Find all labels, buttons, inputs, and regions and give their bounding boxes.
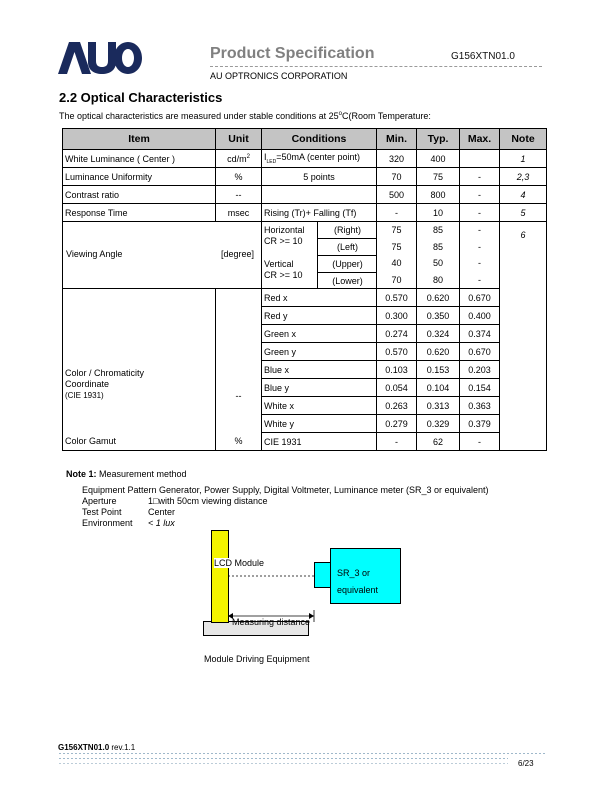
horizontal-label: Horizontal CR >= 10 [264,225,305,246]
typ-cell: 0.620 [417,343,460,361]
viewing-max-cell: - - - - [460,222,500,289]
unit-cell: % [216,433,262,451]
min-cell: 320 [377,150,417,168]
typ-cell: 0.329 [417,415,460,433]
typ-cell: 0.620 [417,289,460,307]
typ-cell: 400 [417,150,460,168]
condition-cell: Blue x [262,361,377,379]
condition-cell: White x [262,397,377,415]
note1-equipment: Equipment Pattern Generator, Power Supply, Digital Voltmeter, Luminance meter (SR_3 or equivalent) [82,485,489,495]
sr3-label: SR_3 or equivalent [337,568,379,595]
typ-cell: 0.153 [417,361,460,379]
min-cell: 0.300 [377,307,417,325]
viewing-typ-cell: 85 85 50 80 [417,222,460,289]
condition-cell: CIE 1931 [262,433,377,451]
item-cell: Response Time [63,204,216,222]
condition-cell: Green x [262,325,377,343]
item-cell: Luminance Uniformity [63,168,216,186]
note-cell: 5 [500,204,547,222]
typ-cell: 0.350 [417,307,460,325]
typ-cell: 0.324 [417,325,460,343]
condition-cell: Red x [262,289,377,307]
viewing-min-cell: 75 75 40 70 [377,222,417,289]
note1-testpoint: Test Point Center [82,507,176,517]
min-cell: 70 [377,168,417,186]
max-cell: - [460,204,500,222]
min-cell: 0.570 [377,343,417,361]
max-cell: 0.363 [460,397,500,415]
viewing-angle-label: Viewing Angle [66,249,123,259]
unit-cell: % [216,168,262,186]
min-cell: - [377,433,417,451]
typ-cell: 0.313 [417,397,460,415]
viewing-note-cell: 6 [500,222,547,289]
header-note: Note [500,129,547,150]
header-max: Max. [460,129,500,150]
condition-cell: $I_{LED}=50mA$ (center point) [262,150,377,168]
typ-cell: 800 [417,186,460,204]
min-cell: 0.274 [377,325,417,343]
condition-cell: Rising (Tr)+ Falling (Tf) [262,204,377,222]
company-name: AU OPTRONICS CORPORATION [210,71,348,81]
max-cell: 0.670 [460,289,500,307]
viewing-angle-unit: [degree] [221,249,255,259]
model-number: G156XTN01.0 [451,51,515,62]
doc-title: Product Specification [210,45,375,62]
direction-lower: (Lower) [332,276,363,286]
max-cell: - [460,186,500,204]
item-cell: White Luminance ( Center ) [63,150,216,168]
min-cell: 0.054 [377,379,417,397]
footer-model: G156XTN01.0 rev.1.1 [58,743,136,752]
chroma-item-cell: Color / Chromaticity Coordinate (CIE 1931) [63,289,216,433]
max-cell: 0.154 [460,379,500,397]
condition-cell: Blue y [262,379,377,397]
header-min: Min. [377,129,417,150]
item-cell: Contrast ratio [63,186,216,204]
max-cell: 0.374 [460,325,500,343]
typ-cell: 10 [417,204,460,222]
header-unit: Unit [216,129,262,150]
lcd-module-label: LCD Module [214,558,265,568]
min-cell: 0.263 [377,397,417,415]
max-cell: - [460,168,500,186]
vertical-label: Vertical CR >= 10 [264,259,303,280]
chroma-unit-cell: -- [216,289,262,433]
direction-right: (Right) [318,222,377,239]
header-typ: Typ. [417,129,460,150]
footer-dots [58,762,508,765]
condition-cell: 5 points [262,168,377,186]
unit-cell: $cd/m^2$ [216,150,262,168]
min-cell: 0.570 [377,289,417,307]
typ-cell: 62 [417,433,460,451]
direction-left: (Left) [318,239,377,256]
note-cell: 1 [500,150,547,168]
measuring-distance-label: Measuring distance [232,617,311,627]
note-cell: 4 [500,186,547,204]
max-cell: 0.400 [460,307,500,325]
max-cell: - [460,433,500,451]
min-cell: 500 [377,186,417,204]
condition-cell: Green y [262,343,377,361]
direction-upper: (Upper) [318,256,377,273]
section-title: 2.2 Optical Characteristics [59,90,223,105]
max-cell: 0.203 [460,361,500,379]
item-cell: Color Gamut [63,433,216,451]
typ-cell: 75 [417,168,460,186]
note-cell: 2,3 [500,168,547,186]
footer-dots [58,752,546,755]
note1-aperture: Aperture 1□with 50cm viewing distance [82,496,268,506]
max-cell: 0.379 [460,415,500,433]
typ-cell: 0.104 [417,379,460,397]
unit-cell: msec [216,204,262,222]
page-number: 6/23 [518,759,534,768]
header-item: Item [63,129,216,150]
footer-dots [58,757,508,760]
note1-environment: Environment < 1 lux [82,518,175,528]
driving-equipment-label: Module Driving Equipment [204,654,310,664]
max-cell: 0.670 [460,343,500,361]
condition-cell: White y [262,415,377,433]
min-cell: - [377,204,417,222]
unit-cell: -- [216,186,262,204]
header-conditions: Conditions [262,129,377,150]
min-cell: 0.103 [377,361,417,379]
note1-heading: Note 1: Measurement method [66,469,187,479]
section-intro: The optical characteristics are measured under stable conditions at 25$^o$C(Room Temperature: [59,111,431,121]
min-cell: 0.279 [377,415,417,433]
condition-cell: Red y [262,307,377,325]
